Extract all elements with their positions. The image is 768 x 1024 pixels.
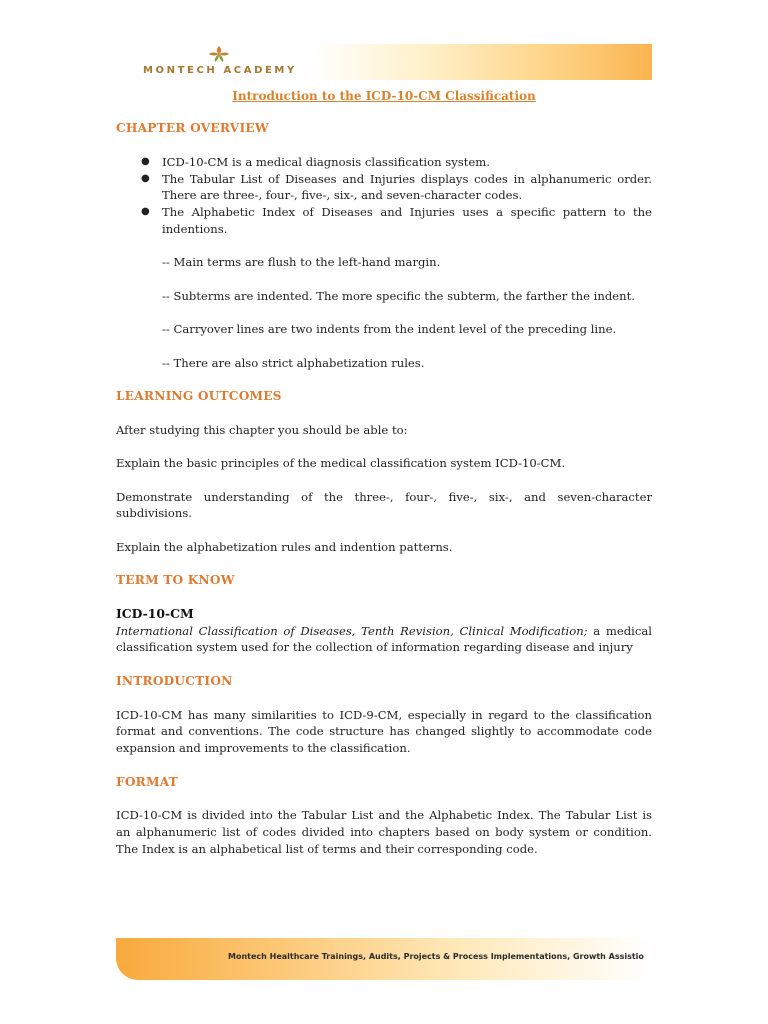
footer-text: Montech Healthcare Trainings, Audits, Projects & Process Implementations, Growth Assistio	[228, 952, 644, 961]
bullet-text: ICD-10-CM is a medical diagnosis classification system.	[162, 154, 490, 169]
section-heading-chapter-overview: CHAPTER OVERVIEW	[116, 121, 269, 135]
outcome-paragraph: After studying this chapter you should be able to:	[116, 422, 408, 437]
section-heading-learning-outcomes: LEARNING OUTCOMES	[116, 388, 282, 403]
section-heading-introduction: INTRODUCTION	[116, 673, 233, 688]
sub-point: -- Main terms are flush to the left-hand margin.	[162, 255, 441, 270]
term-definition-italic: International Classification of Diseases, Tenth Revision, Clinical Modification;	[116, 623, 588, 638]
term-name: ICD-10-CM	[116, 605, 194, 621]
logo	[143, 44, 313, 80]
sub-point: -- Carryover lines are two indents from the indent level of the preceding line.	[162, 322, 617, 337]
page-footer	[116, 938, 652, 980]
sub-point: -- Subterms are indented. The more specific the subterm, the farther the indent.	[162, 288, 635, 303]
section-heading-format: FORMAT	[116, 774, 178, 789]
document-title: Introduction to the ICD-10-CM Classification	[232, 89, 536, 103]
bullet-icon: ●	[141, 155, 150, 167]
outcome-paragraph: Explain the alphabetization rules and indention patterns.	[116, 539, 453, 554]
term-definition	[116, 623, 652, 657]
outcome-paragraph: Explain the basic principles of the medical classification system ICD-10-CM.	[116, 456, 566, 471]
introduction-paragraph: ICD-10-CM has many similarities to ICD-9-CM, especially in regard to the classification format and conventions. The code structure has changed slightly to accommodate code expansion and improvements to the classification.	[116, 707, 652, 756]
term-definition-rest: a medical classification system used for the collection of information regarding disease and injury	[116, 623, 652, 655]
bullet-icon: ●	[141, 172, 150, 184]
format-paragraph: ICD-10-CM is divided into the Tabular List and the Alphabetic Index. The Tabular List is an alphanumeric list of codes divided into chapters based on body system or condition. The Index is an alphabetical list of terms and their corresponding code.	[116, 808, 652, 857]
section-heading-term-to-know: TERM TO KNOW	[116, 573, 235, 588]
overview-bullet-list	[116, 154, 652, 238]
leaf-flower-icon	[205, 44, 233, 64]
document-body	[116, 120, 652, 874]
list-item	[116, 204, 652, 238]
list-item	[116, 154, 652, 171]
list-item	[116, 171, 652, 205]
logo-text: MONTECH ACADEMY	[143, 65, 297, 76]
header-gradient-band	[310, 44, 652, 80]
page-header	[115, 44, 652, 80]
bullet-icon: ●	[141, 206, 150, 218]
outcome-paragraph: Demonstrate understanding of the three-, four-, five-, six-, and seven-character subdivisions.	[116, 489, 652, 521]
sub-point: -- There are also strict alphabetization rules.	[162, 355, 425, 370]
bullet-text: The Alphabetic Index of Diseases and Injuries uses a specific pattern to the indentions.	[162, 205, 652, 236]
bullet-text: The Tabular List of Diseases and Injuries displays codes in alphanumeric order. There are three-, four-, five-, six-, and seven-character codes.	[162, 171, 652, 203]
